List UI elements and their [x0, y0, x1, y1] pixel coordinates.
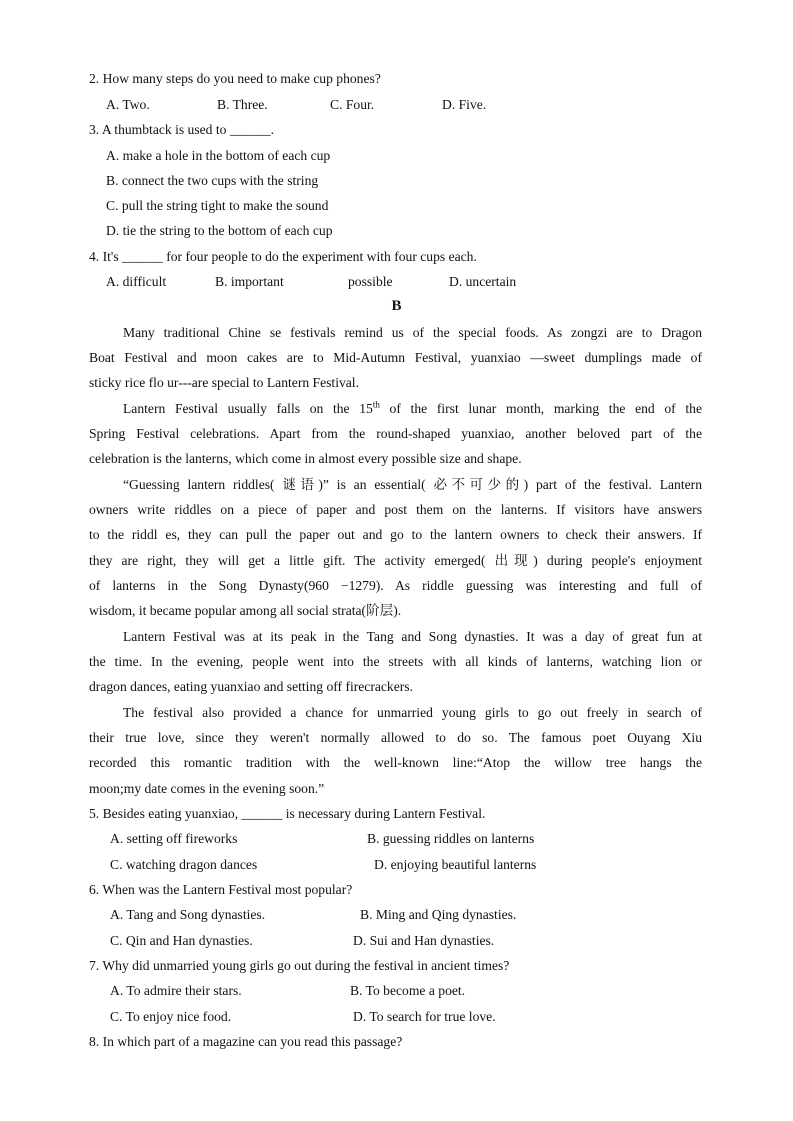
passage-p5-line-1: The festival also provided a chance for unmarried young girls to go out freely in search of: [123, 705, 702, 720]
passage-p2-line-3: celebration is the lanterns, which come in almost every possible size and shape.: [89, 451, 522, 466]
q4-option-b[interactable]: B. important: [215, 274, 284, 289]
question-3-stem: 3. A thumbtack is used to ______.: [89, 122, 275, 137]
passage-p1-line-3: sticky rice flo ur---are special to Lantern Festival.: [89, 375, 359, 390]
q3-option-c[interactable]: C. pull the string tight to make the sound: [106, 198, 329, 213]
q2-option-d[interactable]: D. Five.: [442, 97, 487, 112]
passage-p4-line-3: dragon dances, eating yuanxiao and setting off firecrackers.: [89, 679, 413, 694]
passage-p3-line-4: they are right, they will get a little gift. The activity emerged( 出现) during people's enjoyment: [89, 553, 702, 568]
passage-p3-line-5: of lanterns in the Song Dynasty(960 −1279). As riddle guessing was interesting and full of: [89, 578, 702, 593]
question-6-stem: 6. When was the Lantern Festival most popular?: [89, 882, 353, 897]
q6-option-d[interactable]: D. Sui and Han dynasties.: [353, 933, 495, 948]
p2-l1-sup: th: [372, 399, 380, 410]
passage-p2-line-2: Spring Festival celebrations. Apart from the round-shaped yuanxiao, another beloved part of the: [89, 426, 702, 441]
q3-option-d[interactable]: D. tie the string to the bottom of each cup: [106, 223, 333, 238]
passage-p5-line-2: their true love, since they weren't normally allowed to do so. The famous poet Ouyang Xiu: [89, 730, 702, 745]
q3-option-a[interactable]: A. make a hole in the bottom of each cup: [106, 148, 331, 163]
passage-p4-line-1: Lantern Festival was at its peak in the Tang and Song dynasties. It was a day of great fun at: [123, 629, 702, 644]
q5-option-c[interactable]: C. watching dragon dances: [110, 857, 258, 872]
q2-option-b[interactable]: B. Three.: [217, 97, 268, 112]
question-5-stem: 5. Besides eating yuanxiao, ______ is necessary during Lantern Festival.: [89, 806, 486, 821]
passage-p5-line-4: moon;my date comes in the evening soon.”: [89, 781, 325, 796]
q2-option-a[interactable]: A. Two.: [106, 97, 150, 112]
passage-p5-line-3: recorded this romantic tradition with the well-known line:“Atop the willow tree hangs the: [89, 755, 702, 770]
q7-option-c[interactable]: C. To enjoy nice food.: [110, 1009, 232, 1024]
question-4-stem: 4. It's ______ for four people to do the experiment with four cups each.: [89, 249, 477, 264]
q5-option-a[interactable]: A. setting off fireworks: [110, 831, 238, 846]
passage-p2-line-1: [123, 400, 702, 417]
p2-l1-post: of the first lunar month, marking the end of the: [379, 401, 702, 416]
question-8-stem: 8. In which part of a magazine can you read this passage?: [89, 1034, 403, 1049]
q3-option-b[interactable]: B. connect the two cups with the string: [106, 173, 319, 188]
q2-option-c[interactable]: C. Four.: [330, 97, 375, 112]
passage-p3-line-2: owners write riddles on a piece of paper and post them on the lanterns. If visitors have answers: [89, 502, 702, 517]
q6-option-c[interactable]: C. Qin and Han dynasties.: [110, 933, 253, 948]
question-2-stem: 2. How many steps do you need to make cup phones?: [89, 71, 381, 86]
passage-p3-line-3: to the riddl es, they can pull the paper out and go to the lantern owners to check their answers. If: [89, 527, 702, 542]
passage-p3-line-1: “Guessing lantern riddles( 谜语)” is an essential( 必不可少的) part of the festival. Lantern: [123, 477, 702, 492]
q7-option-a[interactable]: A. To admire their stars.: [110, 983, 242, 998]
question-7-stem: 7. Why did unmarried young girls go out during the festival in ancient times?: [89, 958, 510, 973]
p2-l1-pre: Lantern Festival usually falls on the 15: [123, 401, 373, 416]
q7-option-d[interactable]: D. To search for true love.: [353, 1009, 496, 1024]
q7-option-b[interactable]: B. To become a poet.: [350, 983, 466, 998]
q4-option-d[interactable]: D. uncertain: [449, 274, 517, 289]
q5-option-d[interactable]: D. enjoying beautiful lanterns: [374, 857, 537, 872]
q5-option-b[interactable]: B. guessing riddles on lanterns: [367, 831, 535, 846]
passage-p1-line-2: Boat Festival and moon cakes are to Mid-Autumn Festival, yuanxiao —sweet dumplings made of: [89, 350, 702, 365]
q6-option-a[interactable]: A. Tang and Song dynasties.: [110, 907, 266, 922]
q6-option-b[interactable]: B. Ming and Qing dynasties.: [360, 907, 517, 922]
section-b-heading: B: [391, 298, 402, 314]
q4-option-c[interactable]: possible: [348, 274, 393, 289]
q4-option-a[interactable]: A. difficult: [106, 274, 167, 289]
passage-p3-line-6: wisdom, it became popular among all social strata(阶层).: [89, 603, 402, 618]
passage-p4-line-2: the time. In the evening, people went into the streets with all kinds of lanterns, watching lion or: [89, 654, 702, 669]
passage-p1-line-1: Many traditional Chine se festivals remind us of the special foods. As zongzi are to Dragon: [123, 325, 702, 340]
